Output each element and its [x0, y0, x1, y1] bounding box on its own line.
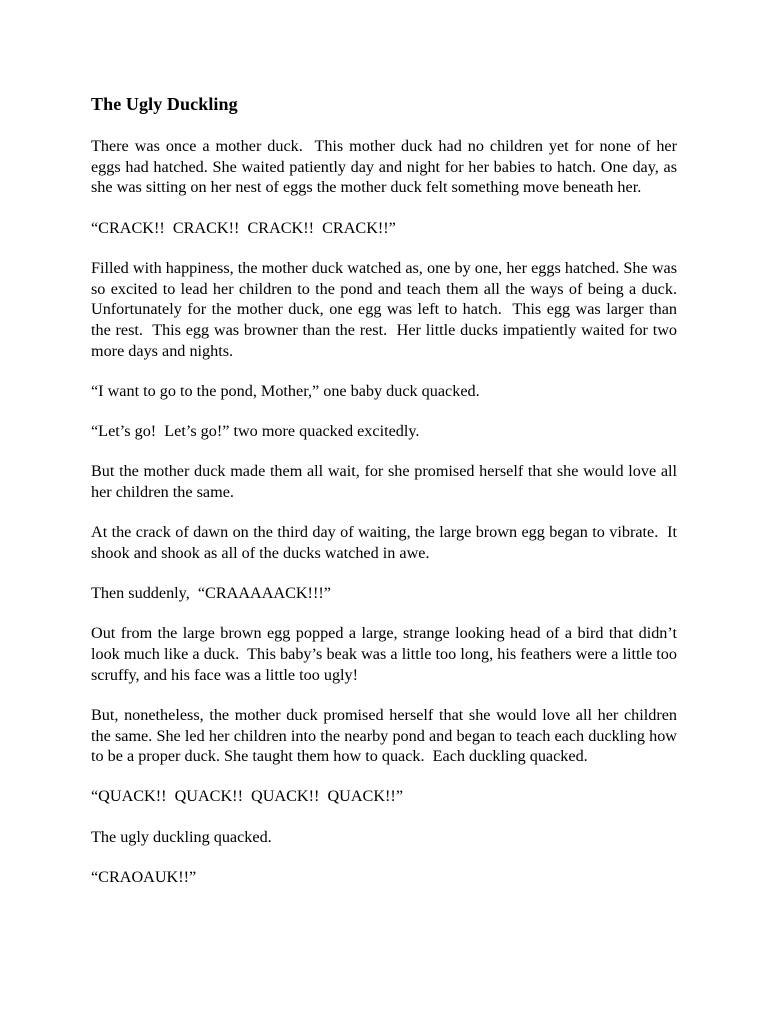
document-title: The Ugly Duckling: [91, 94, 238, 114]
paragraph: “QUACK!! QUACK!! QUACK!! QUACK!!”: [91, 787, 404, 806]
document-body: [91, 92, 686, 907]
paragraph: At the crack of dawn on the third day of waiting, the large brown egg began to vibrate. It shook and shook as all of the ducks watched in awe.: [91, 523, 682, 562]
paragraph: But, nonetheless, the mother duck promised herself that she would love all her children the same. She led her children into the nearby pond and began to teach each duckling how to be a proper duck. She taught them how to quack. Each duckling quacked.: [91, 705, 682, 766]
paragraph: “I want to go to the pond, Mother,” one baby duck quacked.: [91, 381, 480, 400]
paragraph: Filled with happiness, the mother duck watched as, one by one, her eggs hatched. She was so excited to lead her children to the pond and teach them all the ways of being a duck. Unfortunately for the mother duck, one egg was left to hatch. This egg was larger than the rest. This egg was browner than the rest. Her little ducks impatiently waited for two more days and nights.: [91, 258, 686, 360]
paragraph: Out from the large brown egg popped a large, strange looking head of a bird that didn’t look much like a duck. This baby’s beak was a little too long, his feathers were a little too scruffy, and his face was a little too ugly!: [91, 624, 682, 684]
paragraph: There was once a mother duck. This mother duck had no children yet for none of her eggs had hatched. She waited patiently day and night for her babies to hatch. One day, as she was sitting on her nest of eggs the mother duck felt something move beneath her.: [91, 137, 682, 197]
paragraph: The ugly duckling quacked.: [91, 827, 272, 846]
paragraph: “Let’s go! Let’s go!” two more quacked excitedly.: [91, 422, 420, 441]
paragraph: Then suddenly, “CRAAAAACK!!!”: [91, 584, 331, 603]
paragraph: “CRAOAUK!!”: [91, 867, 197, 886]
paragraph: But the mother duck made them all wait, for she promised herself that she would love all her children the same.: [91, 462, 682, 501]
paragraph: “CRACK!! CRACK!! CRACK!! CRACK!!”: [91, 218, 396, 237]
